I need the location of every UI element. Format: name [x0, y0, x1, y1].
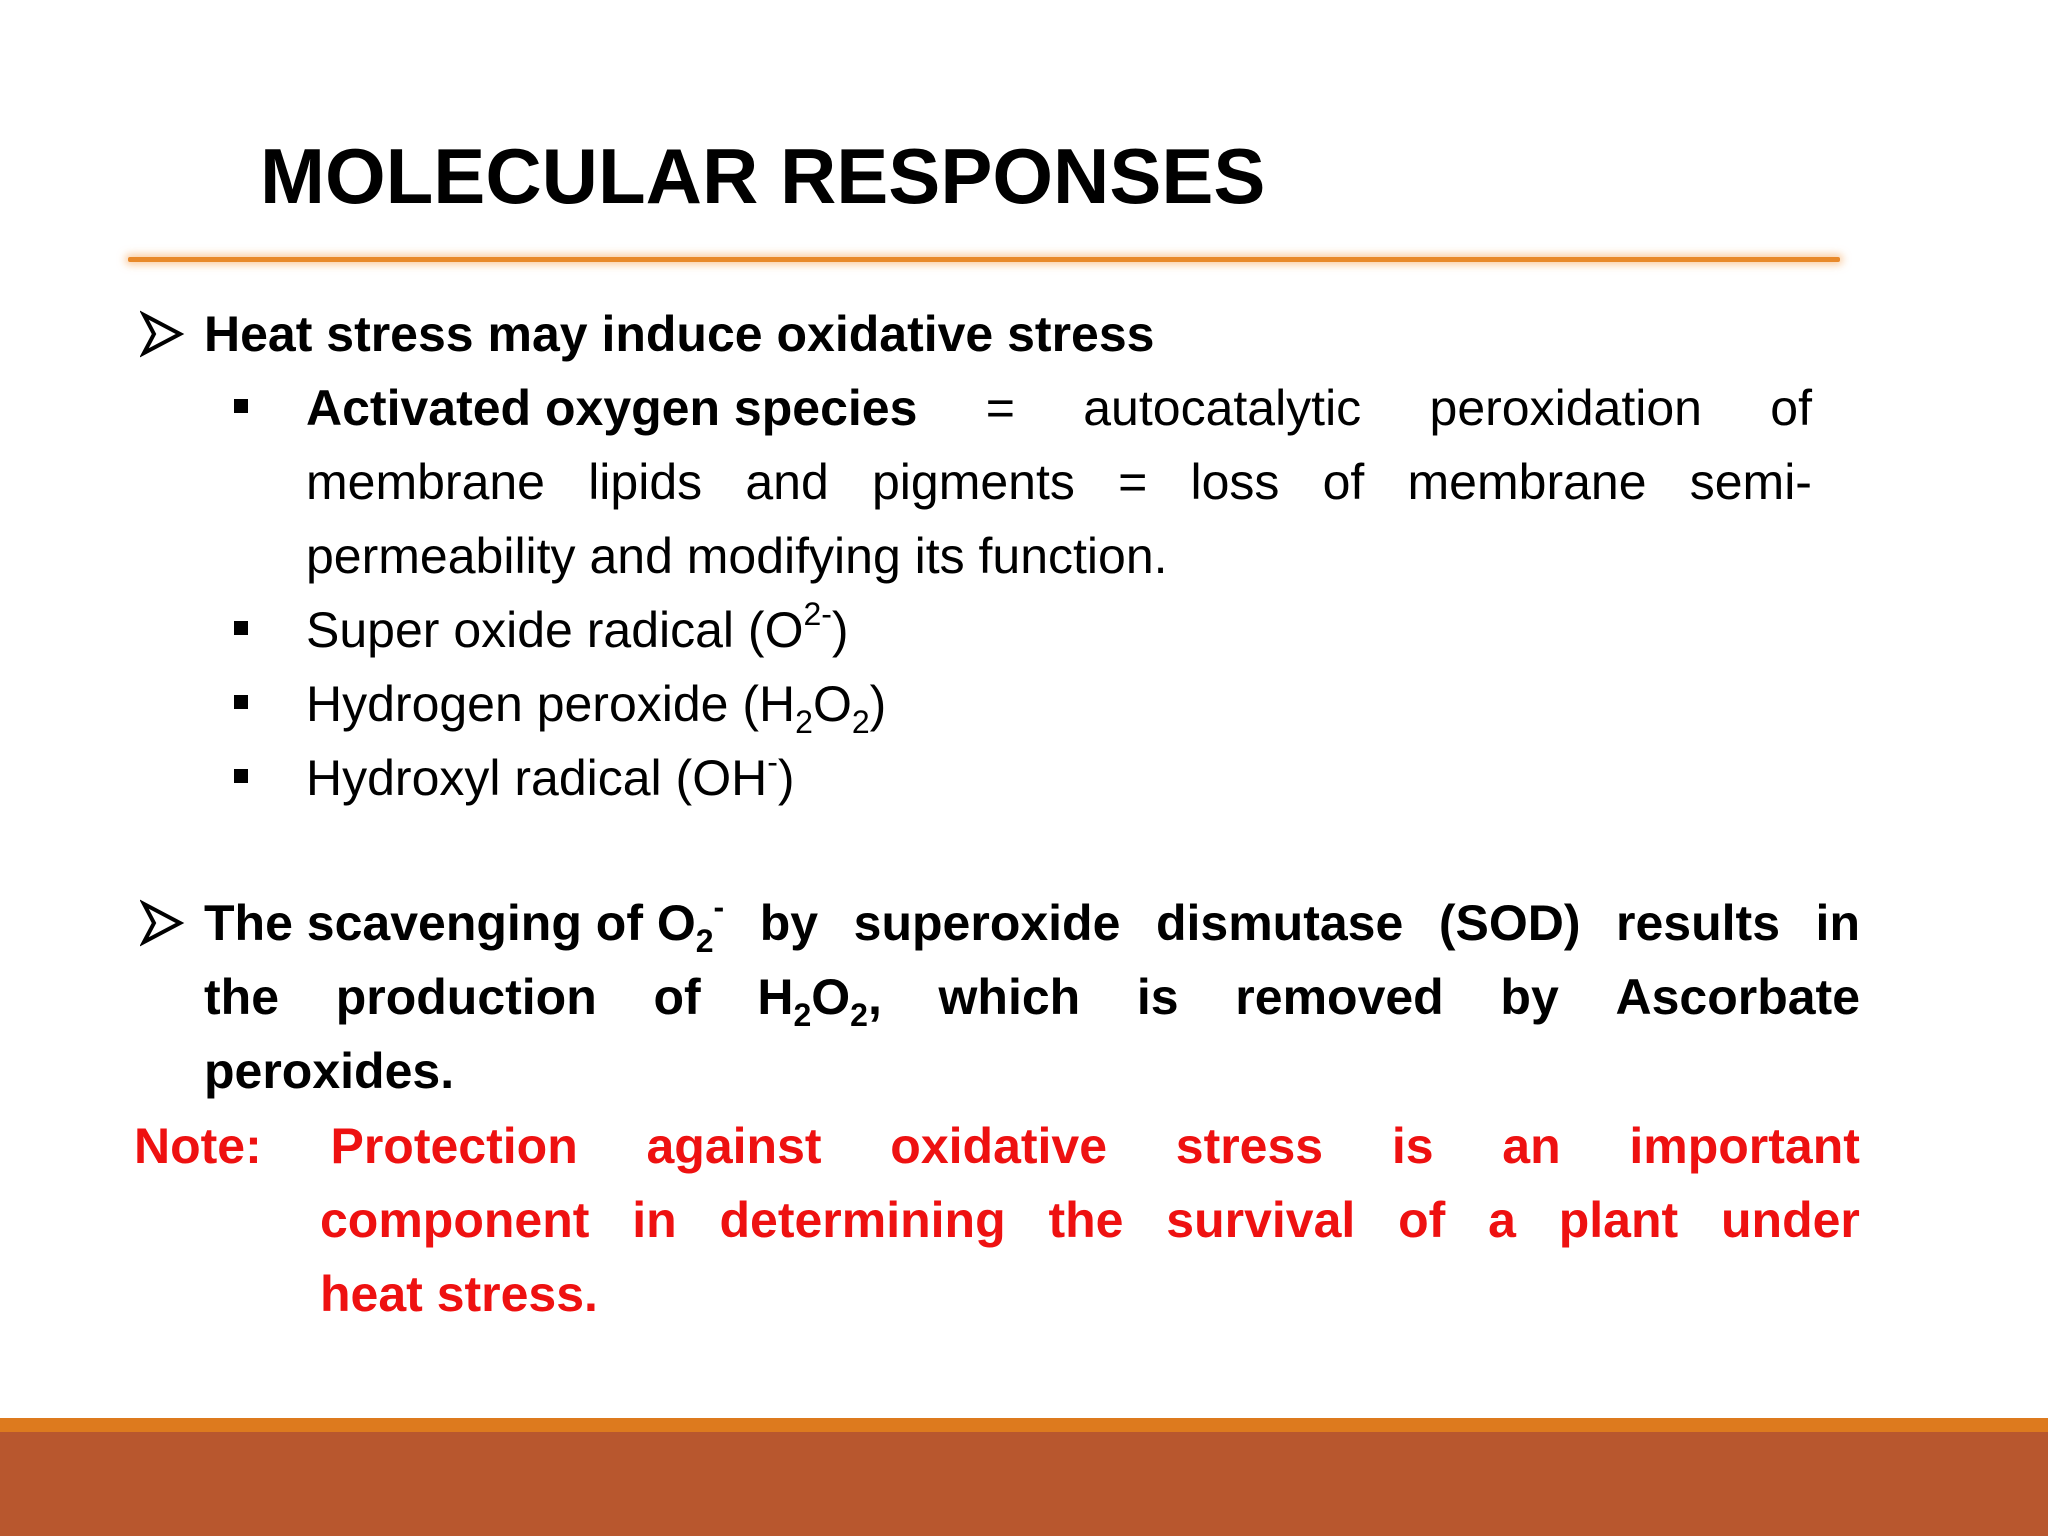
sub-text: Super oxide radical $(O^{2-})$ [306, 596, 849, 658]
word: an [1502, 1118, 1561, 1174]
title-divider [128, 257, 1840, 262]
word: (SOD) [1438, 895, 1581, 951]
word: Protection [330, 1118, 578, 1174]
sub-line-1 [306, 371, 1812, 445]
bullet-line-3: peroxides. [204, 1043, 455, 1099]
word: of [1398, 1192, 1446, 1248]
note-line-1 [134, 1109, 1860, 1183]
word: in [1815, 895, 1860, 951]
word: lipids [588, 454, 703, 510]
square-bullet-icon [234, 399, 248, 413]
word: loss [1190, 454, 1280, 510]
note-label: Note: [134, 1118, 262, 1174]
word: in [632, 1192, 677, 1248]
footer-accent-stripe [0, 1418, 2048, 1432]
bold-term: Activated oxygen species [306, 380, 918, 436]
word: dismutase [1155, 895, 1404, 951]
word: the [204, 969, 279, 1025]
word: is [1391, 1118, 1434, 1174]
square-bullet-icon [234, 769, 248, 783]
word: = [985, 380, 1015, 436]
word: the [1048, 1192, 1124, 1248]
word: and [745, 454, 829, 510]
sub-line-3: permeability and modifying its function. [306, 528, 1168, 584]
note-line-3: heat stress. [320, 1266, 598, 1322]
word: semi- [1689, 454, 1812, 510]
bullet-line-2: the production of $H_2O_2$, which is removed by Ascorbate [204, 960, 1860, 1034]
word: important [1629, 1118, 1860, 1174]
word: results [1616, 895, 1780, 951]
word: Ascorbate [1615, 969, 1860, 1025]
word: component [320, 1192, 590, 1248]
word: pigments [872, 454, 1075, 510]
word: of [653, 969, 701, 1025]
sub-text: Hydroxyl radical (OH-) [306, 744, 795, 806]
note-block [134, 1109, 1860, 1331]
word: removed [1235, 969, 1444, 1025]
arrow-bullet-icon [140, 886, 190, 960]
word: production [335, 969, 597, 1025]
word: superoxide [853, 895, 1121, 951]
word: peroxidation [1429, 380, 1702, 436]
word: a [1488, 1192, 1516, 1248]
square-bullet-icon [234, 695, 248, 709]
word: membrane [306, 454, 545, 510]
sub-line-2 [306, 445, 1812, 519]
word: is [1136, 969, 1179, 1025]
sub-text: Hydrogen peroxide $(H_2O_2)$ [306, 676, 887, 740]
word: of [1322, 454, 1365, 510]
word: against [646, 1118, 822, 1174]
word: by [1500, 969, 1559, 1025]
bullet-text: Heat stress may induce oxidative stress [204, 306, 1155, 362]
word: under [1720, 1192, 1860, 1248]
word: autocatalytic [1083, 380, 1362, 436]
word: oxidative [890, 1118, 1108, 1174]
footer-bar [0, 1432, 2048, 1536]
word: plant [1558, 1192, 1679, 1248]
square-bullet-icon [234, 621, 248, 635]
arrow-bullet-icon [140, 297, 190, 371]
word: = [1118, 454, 1148, 510]
word: of [1770, 380, 1812, 436]
word: membrane [1407, 454, 1647, 510]
bullet-line-1: The scavenging of $O_2^-$ by superoxide dismutase (SOD) results in [204, 886, 1860, 960]
word: determining [719, 1192, 1006, 1248]
word: survival [1166, 1192, 1356, 1248]
note-line-2 [134, 1183, 1860, 1257]
word: by [759, 895, 819, 951]
word: which [938, 969, 1081, 1025]
slide-title: MOLECULAR RESPONSES [260, 132, 1266, 220]
word: stress [1175, 1118, 1324, 1174]
